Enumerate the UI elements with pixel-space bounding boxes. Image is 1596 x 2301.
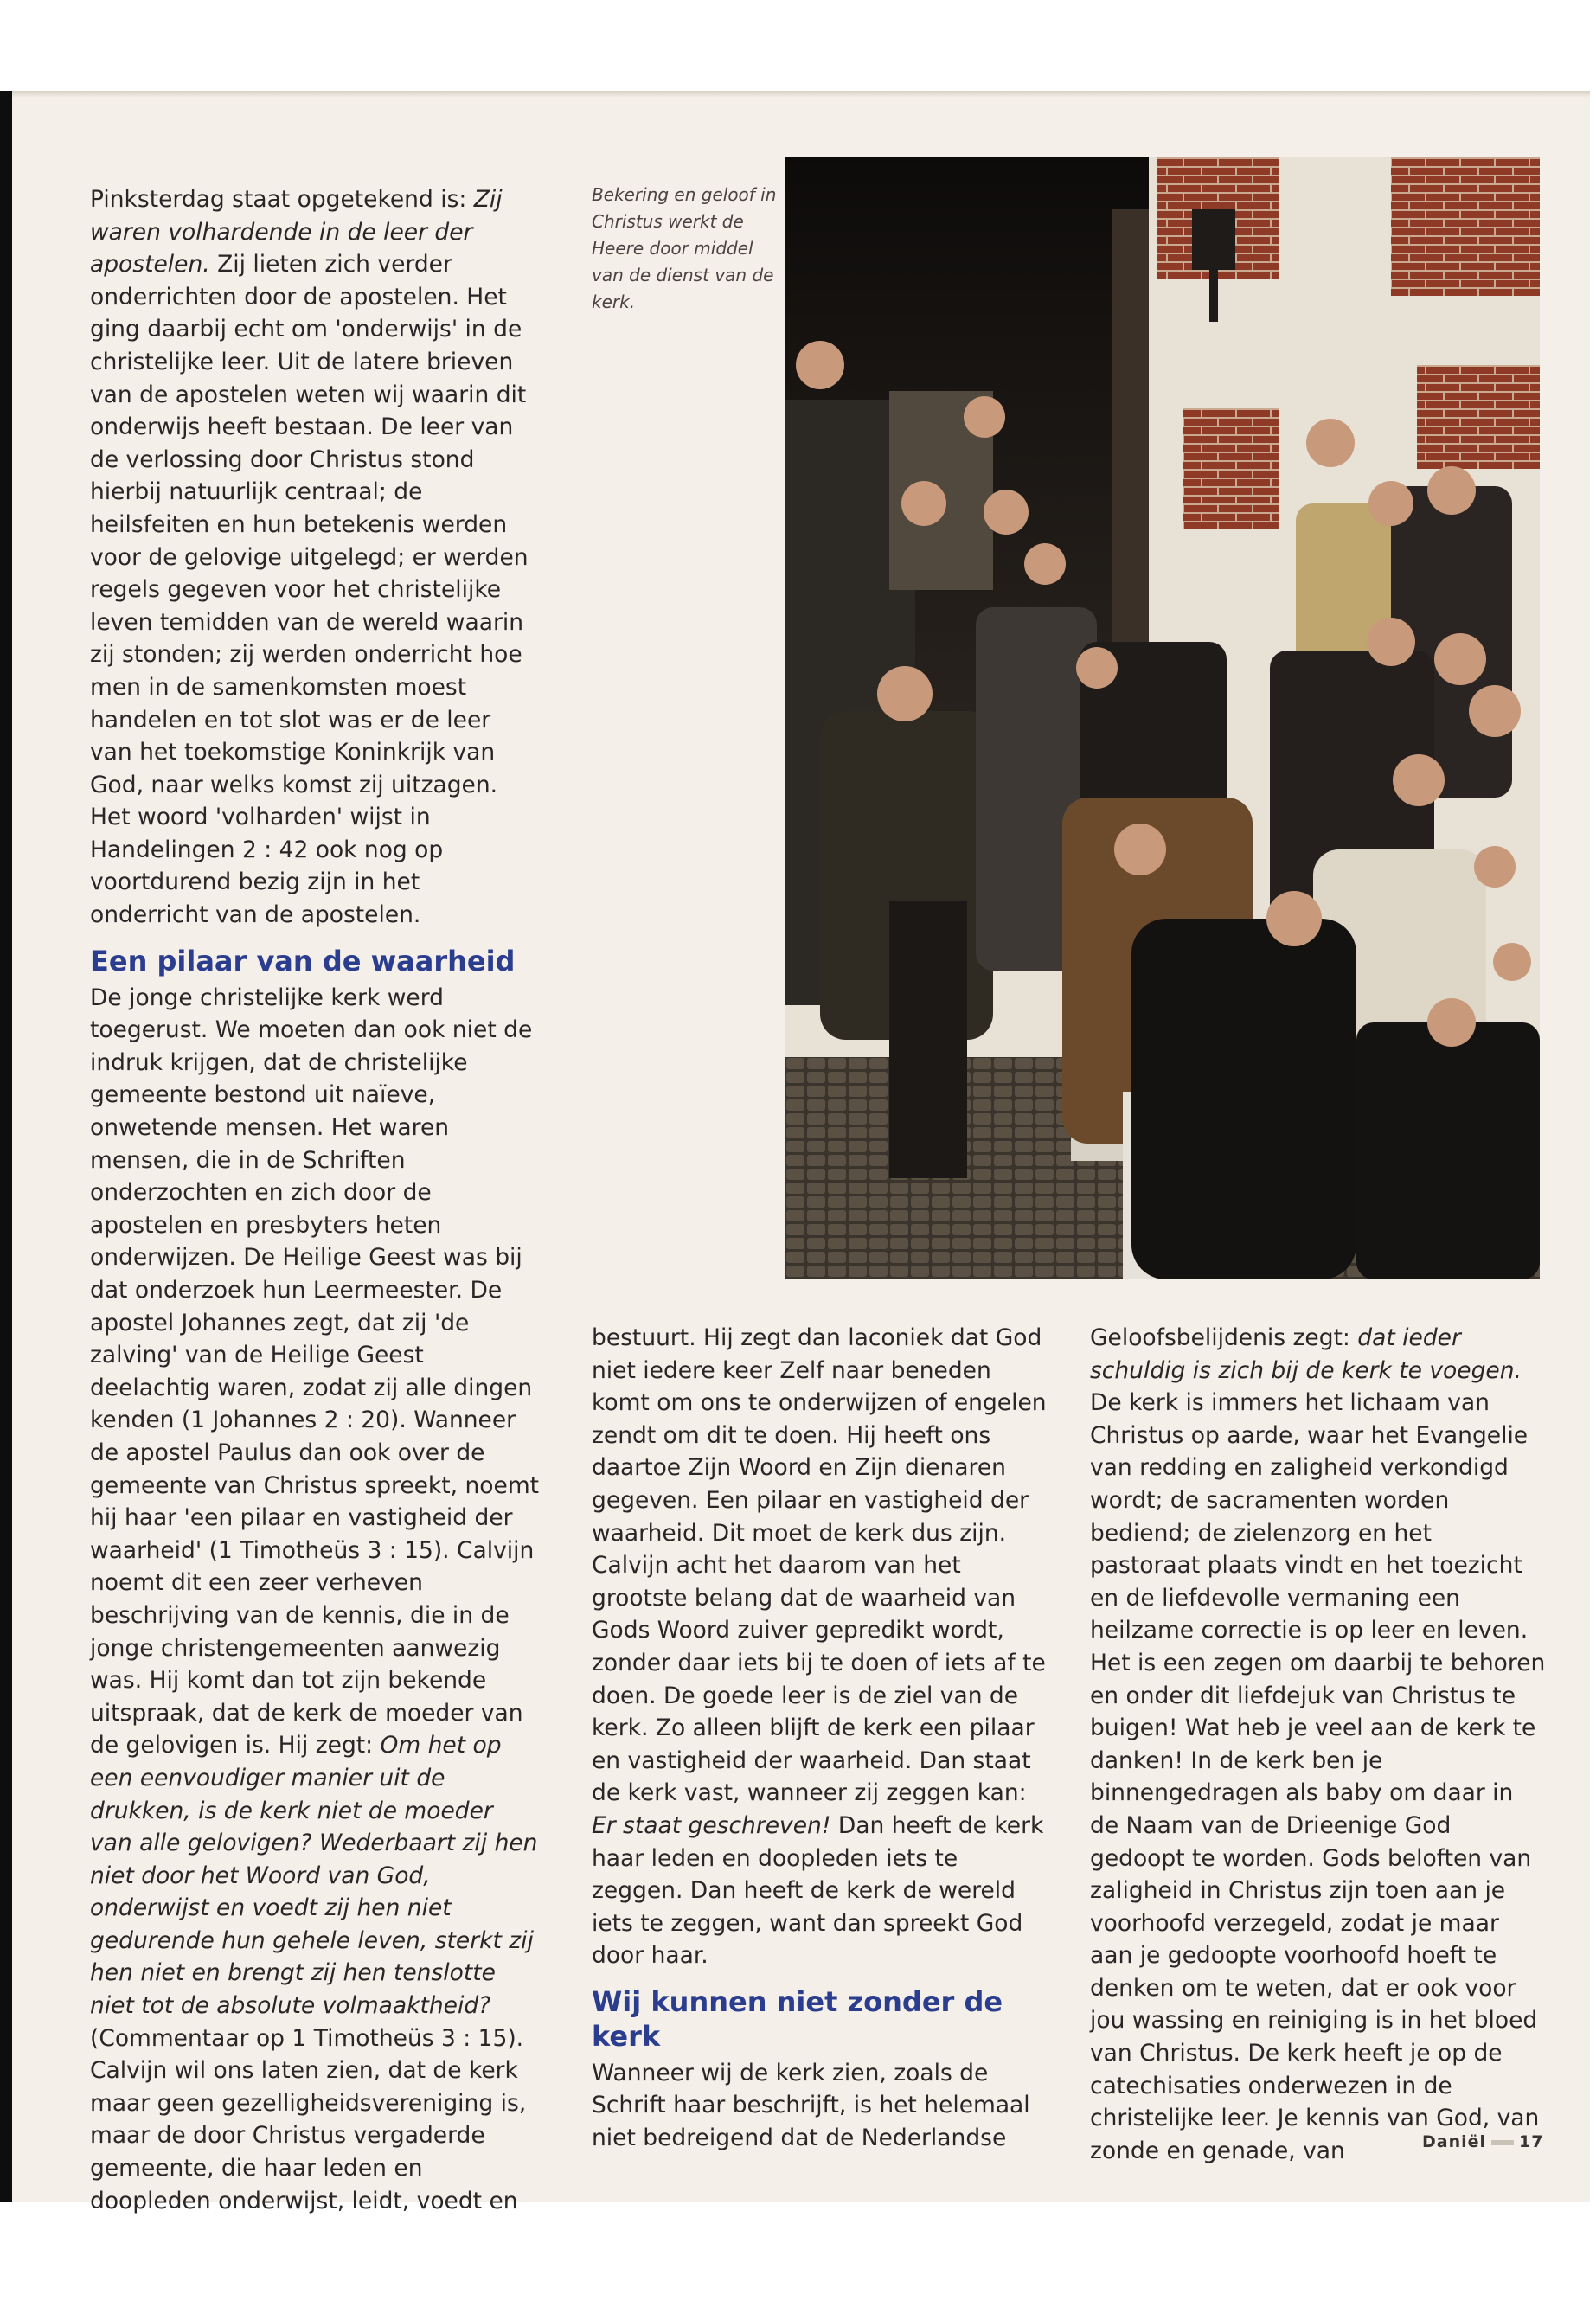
text-run: (Commentaar op 1 Timotheüs 3 : 15). Calvijn wil ons laten zien, dat de kerk maar geen gezelligheidsvereniging is, maar de door Christus vergaderde gemeente, die haar leden en doopleden onderwijst, leidt, voedt en	[90, 2024, 527, 2214]
scripture-quote: Er staat geschreven!	[592, 1811, 831, 1839]
page-number: 17	[1519, 2132, 1544, 2151]
text-run: De jonge christelijke kerk werd toegerust. We moeten dan ook niet de indruk krijgen, dat de christelijke gemeente bestond uit naïeve, onwetende mensen. Het waren mensen, die in de Schriften onderzochten en zich door de apostelen en presbyters heten onderwijzen. De Heilige Geest was bij dat onderzoek hun Leermeester. De apostel Johannes zegt, dat zij 'de zalving' van de Heilige Geest deelachtig waren, zodat zij alle dingen kenden (1 Johannes 2 : 20). Wanneer de apostel Paulus dan ook over de gemeente van Christus spreekt, noemt hij haar 'een pilaar en vastigheid der waarheid' (1 Timotheüs 3 : 15). Calvijn noemt dit een zeer verheven beschrijving van de kennis, die in de jonge christengemeenten aanwezig was. Hij komt dan tot zijn bekende uitspraak, dat de kerk de moeder van de gelovigen is. Hij zegt:	[90, 984, 540, 1759]
text-run: Geloofsbelijdenis zegt:	[1090, 1324, 1358, 1351]
section-heading: Een pilaar van de waarheid	[90, 944, 516, 977]
paragraph: Wanneer wij de kerk zien, zoals de Schrift haar beschrijft, is het helemaal niet bedreigend dat de Nederlandse	[592, 2059, 1030, 2152]
paper-top-shadow	[0, 91, 1590, 98]
paragraph	[1090, 1322, 1548, 2167]
scan-left-edge	[0, 91, 12, 2202]
page-footer	[1422, 2132, 1543, 2151]
text-run: De kerk is immers het lichaam van Christus op aarde, waar het Evangelie van redding en zaligheid verkondigd wordt; de sacramenten worden bediend; de zielenzorg en het pastoraat plaats vindt en het toezicht en de liefdevolle vermaning een heilzame correctie is op leer en leven. Het is een zegen om daarbij te behoren en onder dit liefdejuk van Christus te buigen! Wat heb je veel aan de kerk te danken! In de kerk ben je binnengedragen als baby om daar in de Naam van de Drieenige God gedoopt te worden. Gods beloften van zaligheid in Christus zijn toen aan je voorhoofd verzegeld, zodat je maar aan je gedoopte voorhoofd hoeft te denken om te weten, dat er ook voor jou wassing en reiniging is in het bloed van Christus. De kerk heeft je op de catechisaties onderwezen in de christelijke leer. Je kennis van God, van zonde en genade, van	[1090, 1389, 1546, 2164]
calvin-quote: Om het op een eenvoudiger manier uit de drukken, is de kerk niet de moeder van alle gelovigen? Wederbaart zij hen niet door het Woord van God, onderwijst en voedt zij hen niet gedurende hun gehele leven, sterkt zij hen niet en brengt zij hen tenslotte niet tot de absolute volmaaktheid?	[90, 1732, 538, 2020]
text-column-middle	[592, 1322, 1050, 2155]
church-exit-photo	[785, 157, 1540, 1279]
text-run: Dan heeft de kerk haar leden en doopleden iets te zeggen. Dan heeft de kerk de wereld iets te zeggen, want dan spreekt God door haar.	[592, 1811, 1044, 1970]
magazine-name: Daniël	[1422, 2132, 1487, 2151]
paragraph	[90, 982, 540, 2218]
scripture-quote: Zij waren volhardende in de leer der apostelen.	[90, 186, 503, 279]
paragraph	[90, 183, 540, 932]
photo-caption: Bekering en geloof in Christus werkt de Heere door middel van de dienst van de kerk.	[592, 184, 777, 312]
text-column-left	[90, 183, 540, 2217]
confession-quote: dat ieder schuldig is zich bij de kerk te voegen.	[1090, 1324, 1522, 1384]
footer-divider	[1491, 2140, 1514, 2145]
photo-illustration	[785, 157, 1540, 1279]
text-run: Zij lieten zich verder onderrichten door de apostelen. Het ging daarbij echt om 'onderwijs' in de christelijke leer. Uit de latere brieven van de apostelen weten wij waarin dit onderwijs heeft bestaan. De leer van de verlossing door Christus stond hierbij natuurlijk centraal; de heilsfeiten en hun betekenis werden voor de gelovige uitgelegd; er werden regels gegeven voor het christelijke leven temidden van de wereld waarin zij stonden; zij werden onderricht hoe men in de samenkomsten moest handelen en tot slot was er de leer van het toekomstige Koninkrijk van God, naar welks komst zij uitzagen. Het woord 'volharden' wijst in Handelingen 2 : 42 ook nog op voortdurend bezig zijn in het onderricht van de apostelen.	[90, 251, 529, 929]
text-run: bestuurt. Hij zegt dan laconiek dat God niet iedere keer Zelf naar beneden komt om ons te onderwijzen of engelen zendt om dit te doen. Hij heeft ons daartoe Zijn Woord en Zijn dienaren gegeven. Een pilaar en vastigheid der waarheid. Dit moet de kerk dus zijn. Calvijn acht het daarom van het grootste belang dat de waarheid van Gods Woord zuiver gepredikt wordt, zonder daar iets bij te doen of iets af te doen. De goede leer is de ziel van de kerk. Zo alleen blijft de kerk een pilaar en vastigheid der waarheid. Dan staat de kerk vast, wanneer zij zeggen kan:	[592, 1324, 1047, 1807]
text-run: Pinksterdag staat opgetekend is:	[90, 186, 474, 213]
section-heading: Wij kunnen niet zonder de kerk	[592, 1984, 1003, 2053]
paragraph	[592, 1322, 1050, 1972]
text-column-right	[1090, 1322, 1548, 2167]
